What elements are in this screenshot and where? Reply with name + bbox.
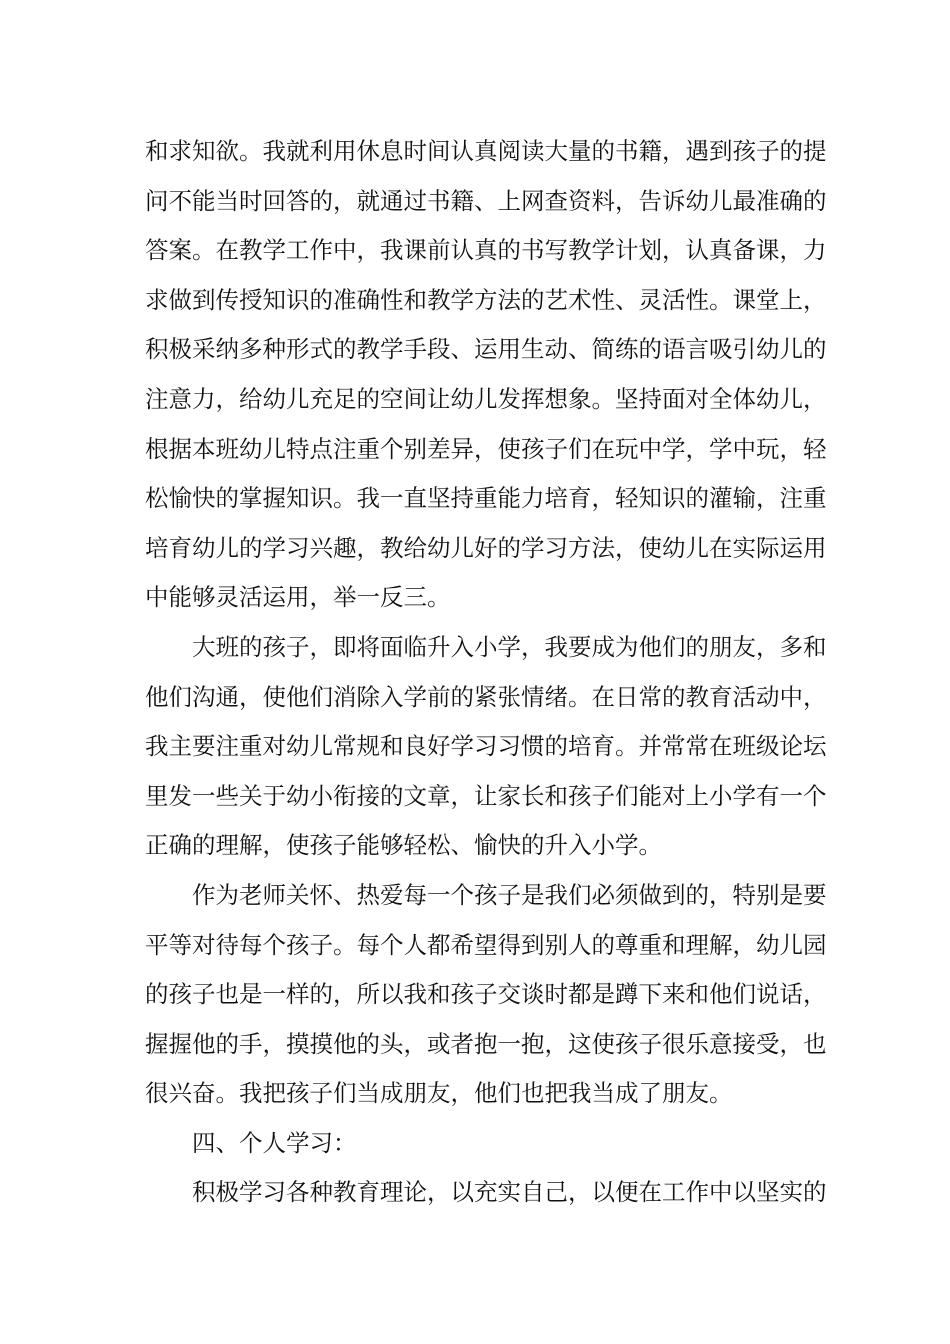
text-line: 松愉快的掌握知识。我一直坚持重能力培育，轻知识的灌输，注重 xyxy=(145,484,827,513)
text-line: 他们沟通，使他们消除入学前的紧张情绪。在日常的教育活动中， xyxy=(145,682,827,711)
body-text xyxy=(145,127,827,1218)
text-line: 平等对待每个孩子。每个人都希望得到别人的尊重和理解，幼儿园 xyxy=(145,930,827,959)
text-line: 根据本班幼儿特点注重个别差异，使孩子们在玩中学，学中玩，轻 xyxy=(145,434,827,463)
text-line: 正确的理解，使孩子能够轻松、愉快的升入小学。 xyxy=(145,831,662,860)
text-line: 我主要注重对幼儿常规和良好学习习惯的培育。并常常在班级论坛 xyxy=(145,732,827,761)
text-line: 很兴奋。我把孩子们当成朋友，他们也把我当成了朋友。 xyxy=(145,1079,733,1108)
text-line: 里发一些关于幼小衔接的文章，让家长和孩子们能对上小学有一个 xyxy=(145,781,827,810)
text-line: 握握他的手，摸摸他的头，或者抱一抱，这使孩子很乐意接受，也 xyxy=(145,1029,827,1058)
text-line: 答案。在教学工作中，我课前认真的书写教学计划，认真备课，力 xyxy=(145,236,827,265)
text-line: 注意力，给幼儿充足的空间让幼儿发挥想象。坚持面对全体幼儿， xyxy=(145,384,827,413)
paragraph-first-line: 大班的孩子，即将面临升入小学，我要成为他们的朋友，多和 xyxy=(192,632,827,661)
text-line: 的孩子也是一样的，所以我和孩子交谈时都是蹲下来和他们说话， xyxy=(145,980,827,1009)
paragraph-first-line: 积极学习各种教育理论，以充实自己，以便在工作中以坚实的 xyxy=(192,1178,827,1207)
text-line: 中能够灵活运用，举一反三。 xyxy=(145,583,451,612)
text-line: 问不能当时回答的，就通过书籍、上网查资料，告诉幼儿最准确的 xyxy=(145,186,827,215)
text-line: 求做到传授知识的准确性和教学方法的艺术性、灵活性。课堂上， xyxy=(145,285,827,314)
paragraph-first-line: 作为老师关怀、热爱每一个孩子是我们必须做到的，特别是要 xyxy=(192,880,827,909)
text-line: 和求知欲。我就利用休息时间认真阅读大量的书籍，遇到孩子的提 xyxy=(145,137,827,165)
section-heading: 四、个人学习： xyxy=(192,1128,357,1157)
text-line: 培育幼儿的学习兴趣，教给幼儿好的学习方法，使幼儿在实际运用 xyxy=(145,533,827,562)
text-line: 积极采纳多种形式的教学手段、运用生动、简练的语言吸引幼儿的 xyxy=(145,335,827,364)
